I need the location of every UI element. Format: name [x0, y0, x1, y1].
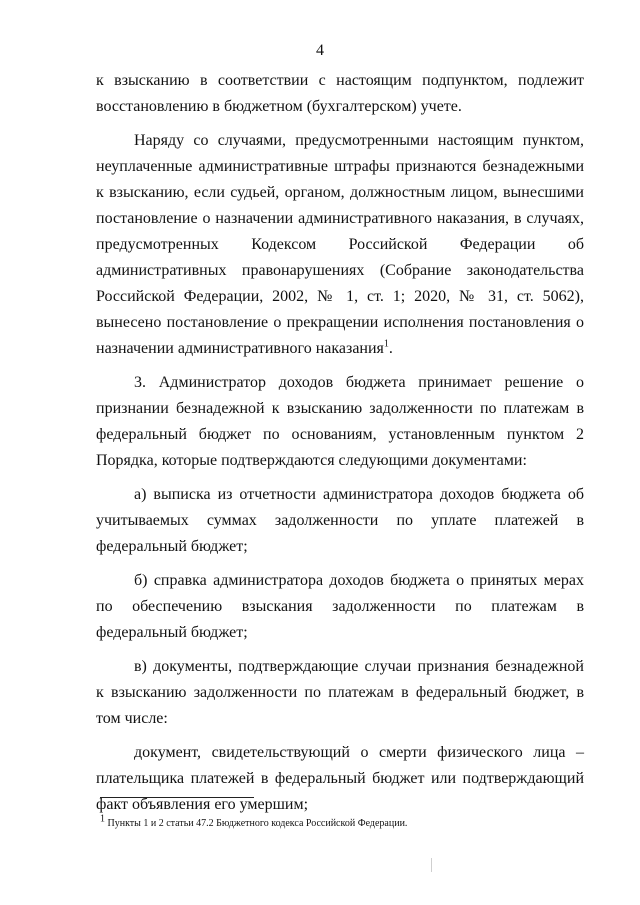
paragraph-death-document: документ, свидетельствующий о смерти физического лица – плательщика платежей в федеральный бюджет или подтверждающий факт объявления его умершим;	[96, 744, 584, 813]
footnote-separator	[100, 797, 254, 798]
paragraph-subitem-v: в) документы, подтверждающие случаи признания безнадежной к взысканию задолженности по платежам в федеральный бюджет, в том числе:	[96, 658, 584, 727]
footnote-text: Пункты 1 и 2 статьи 47.2 Бюджетного кодекса Российской Федерации.	[107, 818, 408, 829]
footnote-marker: 1	[100, 813, 105, 825]
paragraph-end: .	[388, 340, 393, 357]
paragraph-subitem-a: а) выписка из отчетности администратора доходов бюджета об учитываемых суммах задолженности по уплате платежей в федеральный бюджет;	[96, 486, 584, 555]
paragraph-text: Наряду со случаями, предусмотренными настоящим пунктом, неуплаченные административные штрафы признаются безнадежными к взысканию, если судьей, органом, должностным лицом, вынесшими постановление о назначении административного наказания, в случаях, предусмотренных Кодексом Российской Федерации об административных правонарушениях (Собрание законодательства Российской Федерации, 2002, № 1, ст. 1; 2020, № 31, ст. 5062), вынесено постановление о прекращении исполнения постановления о назначении административного наказания	[96, 132, 584, 357]
footnote	[100, 813, 580, 831]
paragraph-continuation: к взысканию в соответствии с настоящим подпунктом, подлежит восстановлению в бюджетном (бухгалтерском) учете.	[96, 72, 584, 115]
page-number: 4	[316, 42, 324, 59]
document-body	[96, 68, 584, 818]
scan-artifact	[431, 858, 432, 872]
footnote-reference[interactable]: 1	[383, 338, 389, 350]
paragraph-administrative-fines	[96, 128, 584, 362]
paragraph-item-3: 3. Администратор доходов бюджета принимает решение о признании безнадежной к взысканию задолженности по платежам в федеральный бюджет по основаниям, установленным пунктом 2 Порядка, которые подтверждаются следующими документами:	[96, 374, 584, 469]
paragraph-subitem-b: б) справка администратора доходов бюджета о принятых мерах по обеспечению взыскания задолженности по платежам в федеральный бюджет;	[96, 572, 584, 641]
